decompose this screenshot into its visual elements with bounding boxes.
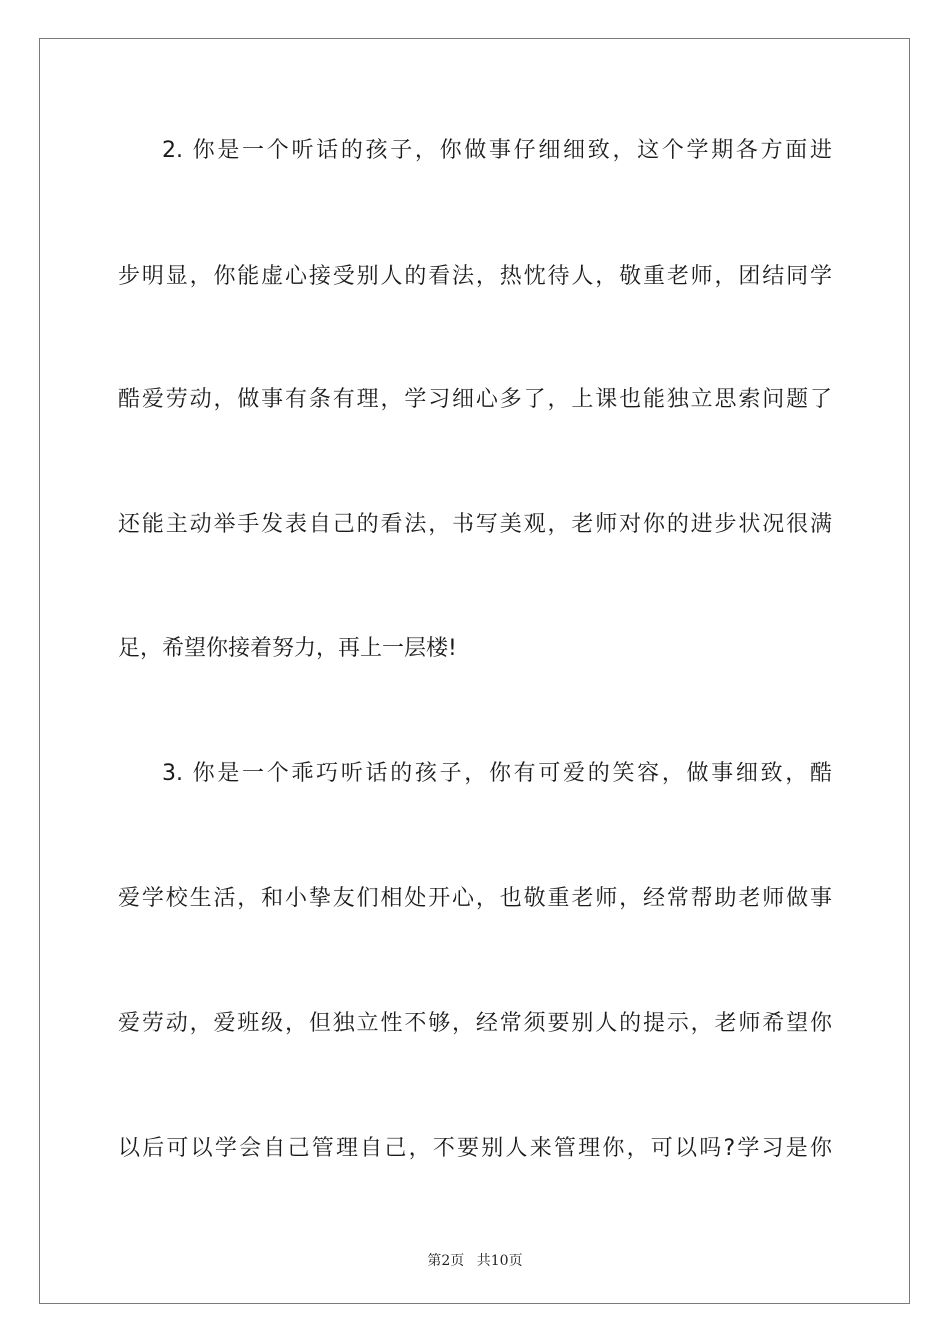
text-line: 2. 你是一个听话的孩子，你做事仔细细致，这个学期各方面进: [162, 138, 832, 163]
text-line: 爱劳动，爱班级，但独立性不够，经常须要别人的提示，老师希望你: [118, 1011, 832, 1036]
text-line: 步明显，你能虚心接受别人的看法，热忱待人，敬重老师，团结同学: [118, 264, 832, 289]
text-line: 以后可以学会自己管理自己，不要别人来管理你，可以吗?学习是你: [118, 1136, 832, 1161]
page-footer: [0, 1250, 950, 1270]
page-number: 第2页: [427, 1253, 465, 1269]
page-border: [39, 38, 910, 1304]
text-line: 酷爱劳动，做事有条有理，学习细心多了，上课也能独立思索问题了: [118, 387, 832, 412]
text-line: 爱学校生活，和小挚友们相处开心，也敬重老师，经常帮助老师做事: [118, 886, 832, 911]
page-total: 共10页: [476, 1253, 523, 1269]
text-line: 足，希望你接着努力，再上一层楼!: [118, 636, 457, 661]
text-line: 还能主动举手发表自己的看法，书写美观，老师对你的进步状况很满: [118, 512, 832, 537]
text-line: 3. 你是一个乖巧听话的孩子，你有可爱的笑容，做事细致，酷: [162, 761, 832, 786]
